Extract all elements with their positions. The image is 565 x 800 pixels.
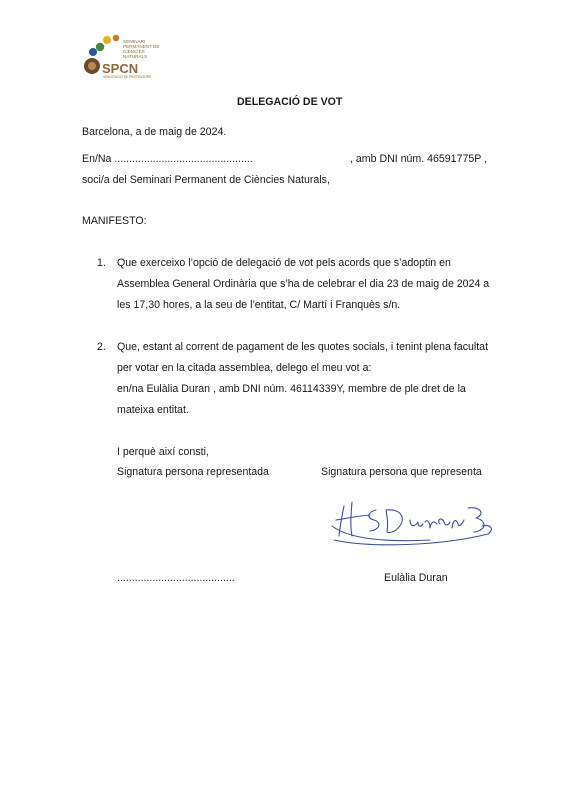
- svg-text:SEMINARI: SEMINARI: [123, 39, 146, 44]
- item-2-line: Que, estant al corrent de pagament de les quotes socials, i tenint plena facultat: [117, 341, 489, 353]
- sign-left-dots: ........................................: [117, 572, 235, 584]
- sign-right-label: Signatura persona que representa: [321, 466, 482, 478]
- item-1-number: 1.: [97, 257, 106, 269]
- svg-text:SPCN: SPCN: [102, 61, 139, 76]
- item-1-line: Assemblea General Ordinària que s’ha de celebrar el dia 23 de maig de 2024 a: [117, 278, 490, 290]
- svg-text:ASSOCIACIÓ DE PROFESSORS: ASSOCIACIÓ DE PROFESSORS: [103, 75, 152, 79]
- name-line: En/Na ...............................................: [82, 153, 253, 165]
- item-1-line: Que exerceixo l’opció de delegació de vot pels acords que s’adoptin en: [117, 257, 451, 269]
- item-1-line: les 17,30 hores, a la seu de l’entitat, C/ Martí i Franquès s/n.: [117, 299, 401, 311]
- sign-left-label: Signatura persona representada: [117, 466, 269, 478]
- svg-text:CIÈNCIES: CIÈNCIES: [123, 49, 145, 54]
- item-2-line: en/na Eulàlia Duran , amb DNI núm. 46114339Y, membre de ple dret de la: [117, 383, 466, 395]
- dni-line: , amb DNI núm. 46591775P ,: [350, 153, 488, 165]
- item-2-line: mateixa entitat.: [117, 404, 189, 416]
- svg-text:PERMANENT DE: PERMANENT DE: [123, 44, 160, 49]
- place-date: Barcelona, a de maig de 2024.: [82, 126, 227, 138]
- document-title: DELEGACIÓ DE VOT: [237, 96, 343, 108]
- sign-right-name: Eulàlia Duran: [384, 572, 448, 584]
- item-2-number: 2.: [97, 341, 106, 353]
- member-line: soci/a del Seminari Permanent de Ciències Naturals,: [82, 174, 330, 186]
- item-2-line: per votar en la citada assemblea, delego el meu vot a:: [117, 362, 372, 374]
- handwritten-signature: [330, 496, 495, 548]
- spcn-logo: [80, 30, 175, 80]
- manifesto-heading: MANIFESTO:: [82, 215, 147, 227]
- closing-text: I perquè així consti,: [117, 446, 209, 458]
- svg-text:NATURALS: NATURALS: [123, 54, 148, 59]
